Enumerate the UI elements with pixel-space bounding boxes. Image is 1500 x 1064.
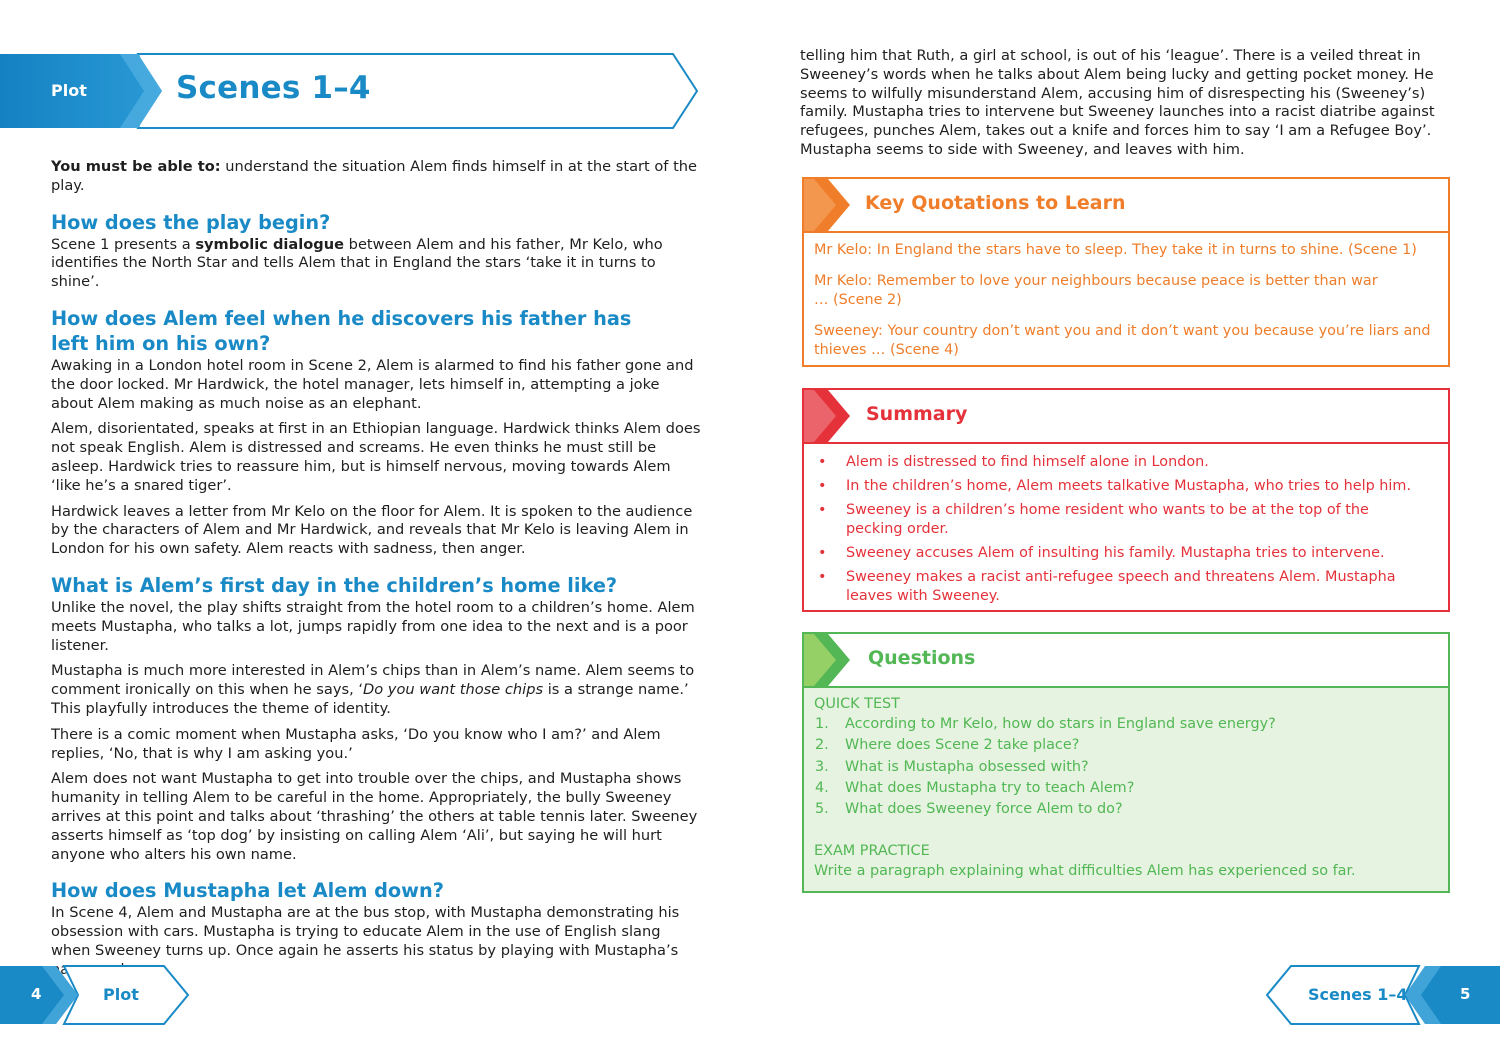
questions-title: Questions xyxy=(868,647,976,669)
exam-practice-text: Write a paragraph explaining what difficulties Alem has experienced so far. xyxy=(814,863,1356,880)
paragraph: Hardwick leaves a letter from Mr Kelo on the floor for Alem. It is spoken to the audience by the characters of Alem and Mr Hardwick, and reveals that Mr Kelo is leaving Alem in London for his own safety. Alem reacts with sadness, then anger. xyxy=(51,502,693,558)
paragraph: Unlike the novel, the play shifts straight from the hotel room to a children’s home. Alem meets Mustapha, who talks a lot, jumps rapidly from one idea to the next and is a poor listener. xyxy=(51,598,695,654)
summary-header xyxy=(804,390,1448,444)
section-label: Plot xyxy=(51,81,87,100)
question-text: What does Mustapha try to teach Alem? xyxy=(845,779,1135,796)
heading-alem-feel: How does Alem feel when he discovers his father has left him on his own? xyxy=(51,306,632,355)
question-number: 2. xyxy=(815,737,829,754)
summary-item xyxy=(814,544,1438,563)
summary-arrow-icon xyxy=(804,390,854,442)
text-run: between Alem and his father, Mr Kelo, who identifies the North Star and tells Alem that in England the stars ‘take it in turns to shine’. xyxy=(51,235,663,291)
question-item xyxy=(814,735,1438,756)
summary-list xyxy=(804,444,1448,606)
questions-box xyxy=(802,632,1450,893)
quotation-item: Mr Kelo: In England the stars have to sleep. They take it in turns to shine. (Scene 1) xyxy=(814,242,1417,258)
paragraph: Awaking in a London hotel room in Scene 2, Alem is alarmed to find his father gone and the door locked. Mr Hardwick, the hotel manager, lets himself in, attempting a joke about Alem making as much noise as an elephant. xyxy=(51,356,694,412)
questions-header xyxy=(804,634,1448,688)
question-number: 1. xyxy=(815,716,829,732)
footer-left xyxy=(0,964,200,1026)
question-item xyxy=(814,714,1438,735)
question-text: According to Mr Kelo, how do stars in England save energy? xyxy=(845,716,1276,732)
paragraph: There is a comic moment when Mustapha asks, ‘Do you know who I am?’ and Alem replies, ‘No, that is why I am asking you.’ xyxy=(51,725,661,762)
heading-play-begin: How does the play begin? xyxy=(51,210,331,234)
key-quotations-arrow-icon xyxy=(804,179,854,231)
bullet: • xyxy=(818,569,827,585)
paragraph: Alem, disorientated, speaks at first in an Ethiopian language. Hardwick thinks Alem does not speak English. Alem is distressed and screams. He even thinks he must still be asleep. Hardwick tries to reassure him, but is himself nervous, moving towards Alem ‘like he’s a snared tiger’. xyxy=(51,420,701,494)
paragraph: In Scene 4, Alem and Mustapha are at the bus stop, with Mustapha demonstrating his obsession with cars. Mustapha is trying to educate Alem in the use of English slang when Sweeney turns up. Once again he asserts his status by playing with Mustapha’s xyxy=(51,904,680,959)
questions-body xyxy=(804,688,1448,891)
page-title: Scenes 1–4 xyxy=(176,70,371,106)
question-item xyxy=(814,778,1438,799)
text-run: Scene 1 presents a xyxy=(51,235,196,253)
summary-item xyxy=(814,453,1438,472)
quotation-item: Mr Kelo: Remember to love your neighbours because peace is better than war … (Scene 2) xyxy=(814,273,1378,308)
summary-text: In the children’s home, Alem meets talkative Mustapha, who tries to help him. xyxy=(846,478,1412,494)
paragraph xyxy=(51,662,703,718)
summary-text: Alem is distressed to find himself alone in London. xyxy=(846,454,1209,470)
question-text: What is Mustapha obsessed with? xyxy=(845,758,1089,775)
key-quotations-title: Key Quotations to Learn xyxy=(865,192,1126,214)
page-number-left: 4 xyxy=(31,985,42,1003)
heading-mustapha-let-down: How does Mustapha let Alem down? xyxy=(51,879,444,903)
quick-test-label: QUICK TEST xyxy=(814,696,900,712)
summary-item xyxy=(814,501,1438,539)
heading-first-day: What is Alem’s first day in the children’s home like? xyxy=(51,573,618,597)
summary-text: Sweeney is a children’s home resident who wants to be at the top of the pecking order. xyxy=(846,502,1369,537)
bullet: • xyxy=(818,454,827,470)
question-text: What does Sweeney force Alem to do? xyxy=(845,801,1123,818)
summary-title: Summary xyxy=(866,403,968,425)
section-header xyxy=(0,52,700,132)
footer-left-shape xyxy=(0,964,200,1026)
question-number: 4. xyxy=(815,779,829,796)
question-item xyxy=(814,799,1438,820)
text-run: Mustapha is much more interested in Alem’s chips than in Alem’s name. Alem seems to comment ironically on this when he says, ‘ xyxy=(51,662,695,699)
summary-item xyxy=(814,568,1438,606)
footer-left-label: Plot xyxy=(103,985,139,1004)
continued-paragraph: telling him that Ruth, a girl at school, is out of his ‘league’. There is a veiled threat in Sweeney’s words when he talks about Alem being lucky and getting pocket money. He seems to wilfully misunderstand Alem, accusing him of disrespecting his (Sweeney’s) family. Mustapha tries to intervene but Sweeney launches into a racist diatribe against refugees, punches Alem, takes out a knife and forces him to say ‘I am a Refugee Boy’. Mustapha seems to side with Sweeney, and leaves with him. xyxy=(800,47,1435,158)
question-number: 5. xyxy=(815,801,829,818)
question-number: 3. xyxy=(815,758,829,775)
objective-text: understand the situation Alem finds himself in at the start of the play. xyxy=(51,158,698,194)
quotation-list xyxy=(804,233,1448,360)
paragraph: Alem does not want Mustapha to get into trouble over the chips, and Mustapha shows humanity in telling Alem to be careful in the home. Appropriately, the bully Sweeney arrives at this point and talks about ‘thrashing’ the others at table tennis later. Sweeney asserts himself as ‘top dog’ by insisting on calling Alem ‘Ali’, but saying he will hurt anyone who alters his own name. xyxy=(51,770,698,863)
summary-item xyxy=(814,477,1438,496)
key-quotations-box xyxy=(802,177,1450,367)
key-quotations-header xyxy=(804,179,1448,233)
spacer xyxy=(814,820,1438,841)
left-column xyxy=(51,158,703,987)
objective-label: You must be able to: xyxy=(51,158,221,175)
objective xyxy=(51,158,703,196)
paragraph xyxy=(51,236,703,292)
summary-box xyxy=(802,388,1450,612)
bullet: • xyxy=(818,502,827,518)
question-text: Where does Scene 2 take place? xyxy=(845,737,1080,754)
summary-text: Sweeney accuses Alem of insulting his family. Mustapha tries to intervene. xyxy=(846,545,1385,561)
italic-quote: Do you want those chips xyxy=(363,681,544,699)
summary-text: Sweeney makes a racist anti-refugee speech and threatens Alem. Mustapha leaves with Sweeney. xyxy=(846,569,1396,604)
quotation-item: Sweeney: Your country don’t want you and it don’t want you because you’re liars and thieves … (Scene 4) xyxy=(814,323,1431,358)
bullet: • xyxy=(818,545,827,561)
bullet: • xyxy=(818,478,827,494)
question-item xyxy=(814,757,1438,778)
footer-right xyxy=(1265,964,1500,1026)
page-number-right: 5 xyxy=(1460,985,1471,1003)
right-column xyxy=(800,47,1460,167)
text-run: is a strange name.’ This playfully introduces the theme of identity. xyxy=(51,681,689,717)
questions-arrow-icon xyxy=(804,634,854,686)
exam-practice-label: EXAM PRACTICE xyxy=(814,843,930,860)
key-term: symbolic dialogue xyxy=(195,235,345,253)
footer-right-label: Scenes 1–4 xyxy=(1308,985,1408,1004)
